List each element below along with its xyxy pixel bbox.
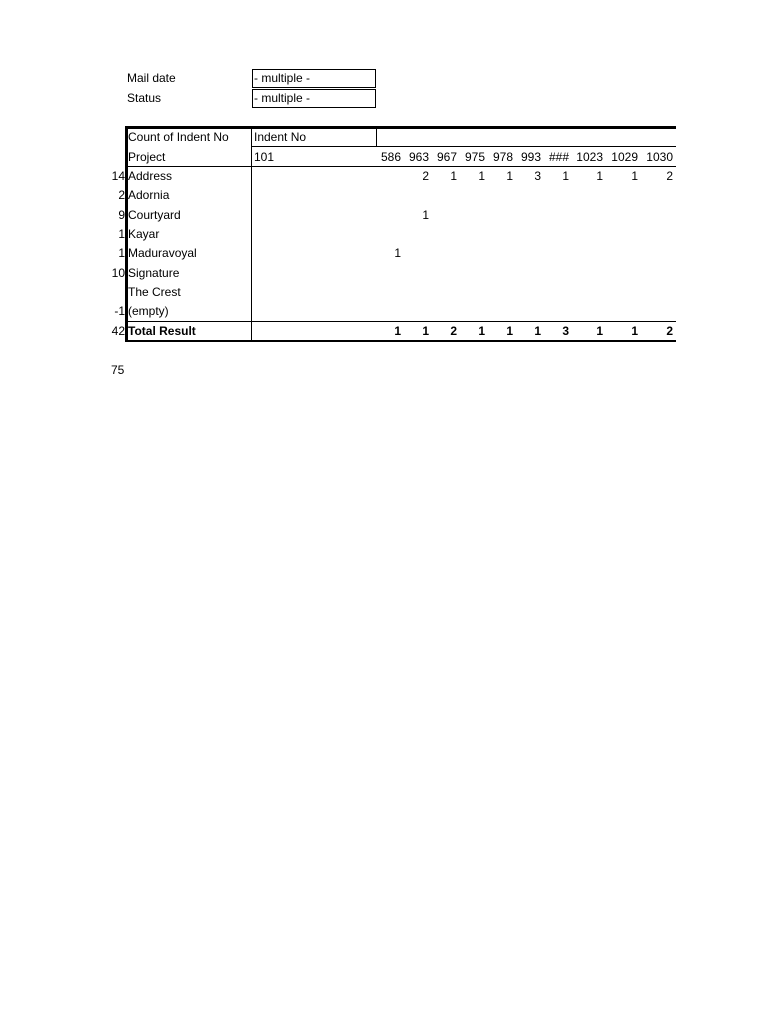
pivot-header-divider	[376, 128, 377, 147]
value-cell: 1	[534, 324, 541, 338]
row-label[interactable]: The Crest	[128, 285, 181, 299]
row-left-value: -1	[114, 304, 125, 318]
value-cell: 2	[422, 169, 429, 183]
value-cell: 1	[422, 208, 429, 222]
row-label[interactable]: Maduravoyal	[128, 246, 197, 260]
row-left-value: 14	[111, 169, 125, 183]
row-left-value: 1	[118, 246, 125, 260]
value-cell: 1	[478, 169, 485, 183]
column-header: 978	[492, 150, 513, 164]
pivot-row-field[interactable]: Project	[128, 150, 166, 164]
value-cell: 1	[631, 324, 638, 338]
value-cell: 1	[562, 169, 569, 183]
row-label[interactable]: Adornia	[128, 188, 170, 202]
row-left-value: 2	[118, 188, 125, 202]
value-cell: 1	[394, 324, 401, 338]
row-label[interactable]: Signature	[128, 266, 180, 280]
column-header: 993	[520, 150, 541, 164]
row-label[interactable]: (empty)	[128, 304, 169, 318]
column-header: 1029	[611, 150, 638, 164]
filter-label-mail-date: Mail date	[127, 71, 176, 85]
pivot-corner-label: Count of Indent No	[128, 130, 229, 144]
value-cell: 2	[450, 324, 457, 338]
value-cell: 1	[596, 324, 603, 338]
pivot-row-col-divider	[251, 128, 252, 342]
column-header: 101	[254, 150, 275, 164]
pivot-header-rule	[252, 146, 676, 147]
value-cell: 1	[394, 246, 401, 260]
column-header: 963	[408, 150, 429, 164]
row-left-value: 9	[118, 208, 125, 222]
filter-label-status: Status	[127, 91, 162, 105]
value-cell: 1	[450, 169, 457, 183]
row-label[interactable]: Courtyard	[128, 208, 181, 222]
row-label[interactable]: Address	[128, 169, 173, 183]
row-left-value: 1	[118, 227, 125, 241]
column-header: 1030	[646, 150, 673, 164]
pivot-column-field[interactable]: Indent No	[254, 130, 307, 144]
column-header: 967	[436, 150, 457, 164]
footer-value: 75	[111, 363, 125, 377]
value-cell: 3	[562, 324, 569, 338]
column-header: 1023	[576, 150, 603, 164]
row-label[interactable]: Kayar	[128, 227, 160, 241]
value-cell: 2	[666, 169, 673, 183]
value-cell: 1	[631, 169, 638, 183]
column-header: 975	[464, 150, 485, 164]
column-header: 586	[380, 150, 401, 164]
row-left-value: 10	[111, 266, 125, 280]
value-cell: 3	[534, 169, 541, 183]
value-cell: 1	[422, 324, 429, 338]
total-row-label[interactable]: Total Result	[128, 324, 196, 338]
value-cell: 1	[506, 169, 513, 183]
row-left-value: 42	[111, 324, 125, 338]
value-cell: 1	[506, 324, 513, 338]
value-cell: 2	[666, 324, 673, 338]
filter-dropdown-status[interactable]: - multiple -	[252, 89, 376, 108]
column-header: ###	[548, 150, 569, 164]
value-cell: 1	[596, 169, 603, 183]
value-cell: 1	[478, 324, 485, 338]
filter-dropdown-mail-date[interactable]: - multiple -	[252, 69, 376, 88]
